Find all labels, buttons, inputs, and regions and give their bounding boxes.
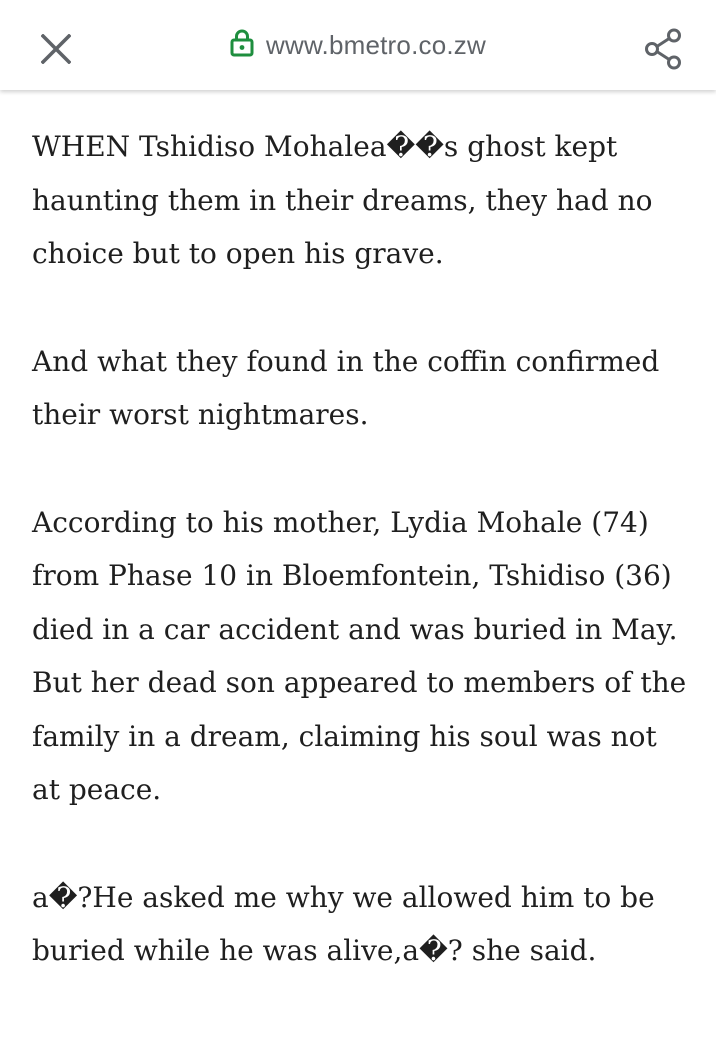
article-paragraph: WHEN Tshidiso Mohalea��s ghost kept haunting them in their dreams, they had no choice but to open his grave. <box>32 130 653 270</box>
share-icon <box>644 28 684 70</box>
article-paragraph: And what they found in the coffin confirmed their worst nightmares. <box>32 344 660 431</box>
close-button[interactable] <box>26 19 86 79</box>
article-body <box>32 120 692 1032</box>
lock-icon <box>230 29 254 57</box>
share-button[interactable] <box>636 19 692 79</box>
browser-top-bar <box>0 0 716 90</box>
url-display[interactable] <box>230 30 486 61</box>
url-text: www.bmetro.co.zw <box>266 29 486 60</box>
close-icon <box>41 34 71 64</box>
article-paragraph: According to his mother, Lydia Mohale (74) from Phase 10 in Bloemfontein, Tshidiso (36) died in a car accident and was buried in May. But her dead son appeared to members of the family in a dream, claiming his soul was not at peace. <box>32 505 687 806</box>
article-paragraph: a�?He asked me why we allowed him to be buried while he was alive,a�? she said. <box>32 880 655 967</box>
